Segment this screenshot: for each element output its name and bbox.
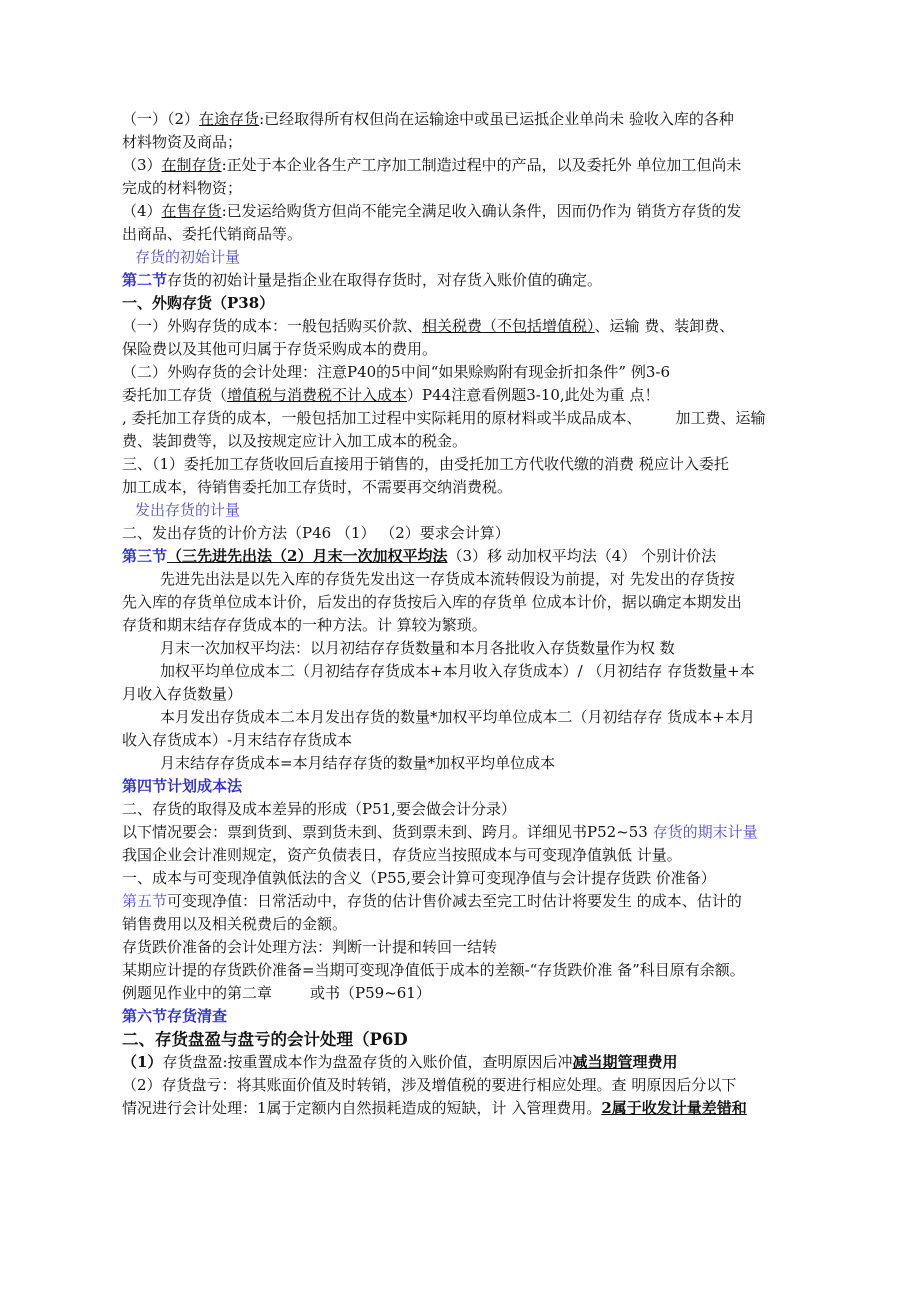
text-line: 加权平均单位成本二（月初结存存货成本+本月收入存货成本）/ （月初结存 存货数量+本 (160, 662, 755, 680)
text-line: 先入库的存货单位成本计价，后发出的存货按后入库的存货单 位成本计价，据以确定本期发出 (122, 593, 742, 611)
text-line: 完成的材料物资； (122, 179, 243, 197)
section-3-heading: 第三节（三先进先出法（2）月末一次加权平均法（3）移 动加权平均法（4） 个别计价法 (122, 547, 717, 565)
term-in-transit: 在途存货 (199, 110, 260, 128)
text-line: 一、成本与可变现净值孰低法的含义（P55,要会计算可变现净值与会计提存货跌 价准备） (122, 869, 716, 887)
text-line: 月末一次加权平均法：以月初结存存货数量和本月各批收入存货数量作为权 数 (160, 639, 675, 657)
text-line: （2）存货盘亏：将其账面价值及时转销，涉及增值税的要进行相应处理。查 明原因后分以下 (122, 1076, 737, 1094)
text-line: 出商品、委托代销商品等。 (122, 225, 303, 243)
text-line: 我国企业会计准则规定，资产负债表日，存货应当按照成本与可变现净值孰低 计量。 (122, 846, 682, 864)
text-line: 二、存货的取得及成本差异的形成（P51,要会做会计分录） (122, 800, 516, 818)
text-line: 收入存货成本）-月末结存存货成本 (122, 731, 353, 749)
section-2-heading: 第二节存货的初始计量是指企业在取得存货时，对存货入账价值的确定。 (122, 271, 603, 289)
text-line: 销售费用以及相关税费后的金额。 (122, 915, 348, 933)
text-line: 存货和期末结存存货成本的一种方法。计 算较为繁琐。 (122, 616, 487, 634)
text-line: 加工成本，待销售委托加工存货时，不需要再交纳消费税。 (122, 478, 513, 496)
section-4-heading: 第四节计划成本法 (122, 777, 243, 795)
line-in-transit: （一）（2）在途存货:已经取得所有权但尚在运输途中或虽已运抵企业单尚未 验收入库的各种 (122, 110, 734, 128)
text-line: 某期应计提的存货跌价准备=当期可变现净值低于成本的差额-“存货跌价准 备”科目原有余额。 (122, 961, 745, 979)
text-line: 月末结存存货成本=本月结存存货的数量*加权平均单位成本 (160, 754, 556, 772)
line-in-process: （3）在制存货:正处于本企业各生产工序加工制造过程中的产品，以及委托外 单位加工但尚未 (122, 156, 742, 174)
section-link-period-end: 存货的期末计量 (652, 823, 758, 841)
text-line: 先进先出法是以先入库的存货先发出这一存货成本流转假设为前提，对 先发出的存货按 (160, 570, 735, 588)
subheading-surplus-shortage: 二、存货盘盈与盘亏的会计处理（P6D (122, 1030, 408, 1049)
text-line: （一）外购存货的成本：一般包括购买价款、相关税费（不包括增值税）、运输 费、装卸费、 (122, 317, 735, 335)
text-line: 本月发出存货成本二本月发出存货的数量*加权平均单位成本二（月初结存存 货成本+本月 (160, 708, 755, 726)
section-5-heading: 第五节可变现净值：日常活动中，存货的估计售价减去至完工时估计将要发生 的成本、估计的 (122, 892, 742, 910)
text-line: 月收入存货数量） (122, 685, 243, 703)
text-line: 费、装卸费等，以及按规定应计入加工成本的税金。 (122, 432, 468, 450)
text-line: , 委托加工存货的成本，一般包括加工过程中实际耗用的原材料或半成品成本、 加工费、运输 (122, 409, 766, 427)
text-line: （二）外购存货的会计处理：注意P40的5中间“如果赊购附有现金折扣条件” 例3-6 (122, 363, 670, 381)
text-line: 存货跌价准备的会计处理方法：判断一计提和转回一结转 (122, 938, 498, 956)
text-line: 委托加工存货（增值税与消费税不计入成本）P44注意看例题3-10,此处为重 点！ (122, 386, 660, 404)
text-line: 二、发出存货的计价方法（P46 （1） （2）要求会计算） (122, 524, 510, 542)
section-link-initial-measurement: 存货的初始计量 (135, 248, 241, 266)
section-link-outgoing: 发出存货的计量 (135, 501, 241, 519)
subheading-purchased: 一、外购存货（P38） (122, 294, 275, 312)
text-line: 例题见作业中的第二章 或书（P59~61） (122, 984, 431, 1002)
text-line: 三、（1）委托加工存货收回后直接用于销售的，由受托加工方代收代缴的消费 税应计入委托 (122, 455, 729, 473)
term-on-sale: 在售存货 (161, 202, 222, 220)
text-line: 情况进行会计处理：1属于定额内自然损耗造成的短缺，计 入管理费用。2属于收发计量差错和 (122, 1099, 747, 1117)
text-line: 保险费以及其他可归属于存货采购成本的费用。 (122, 340, 438, 358)
text-line: 材料物资及商品； (122, 133, 243, 151)
term-in-process: 在制存货 (161, 156, 222, 174)
line-on-sale: （4）在售存货:已发运给购货方但尚不能完全满足收入确认条件，因而仍作为 销货方存货的发 (122, 202, 742, 220)
text-line: （1）存货盘盈:按重置成本作为盘盈存货的入账价值，查明原因后冲减当期管理费用 (122, 1053, 678, 1071)
text-line: 以下情况要会：票到货到、票到货未到、货到票未到、跨月。详细见书P52~53 存货的期末计量 (122, 823, 758, 841)
section-6-heading: 第六节存货清查 (122, 1007, 228, 1025)
document-page (122, 108, 828, 1120)
